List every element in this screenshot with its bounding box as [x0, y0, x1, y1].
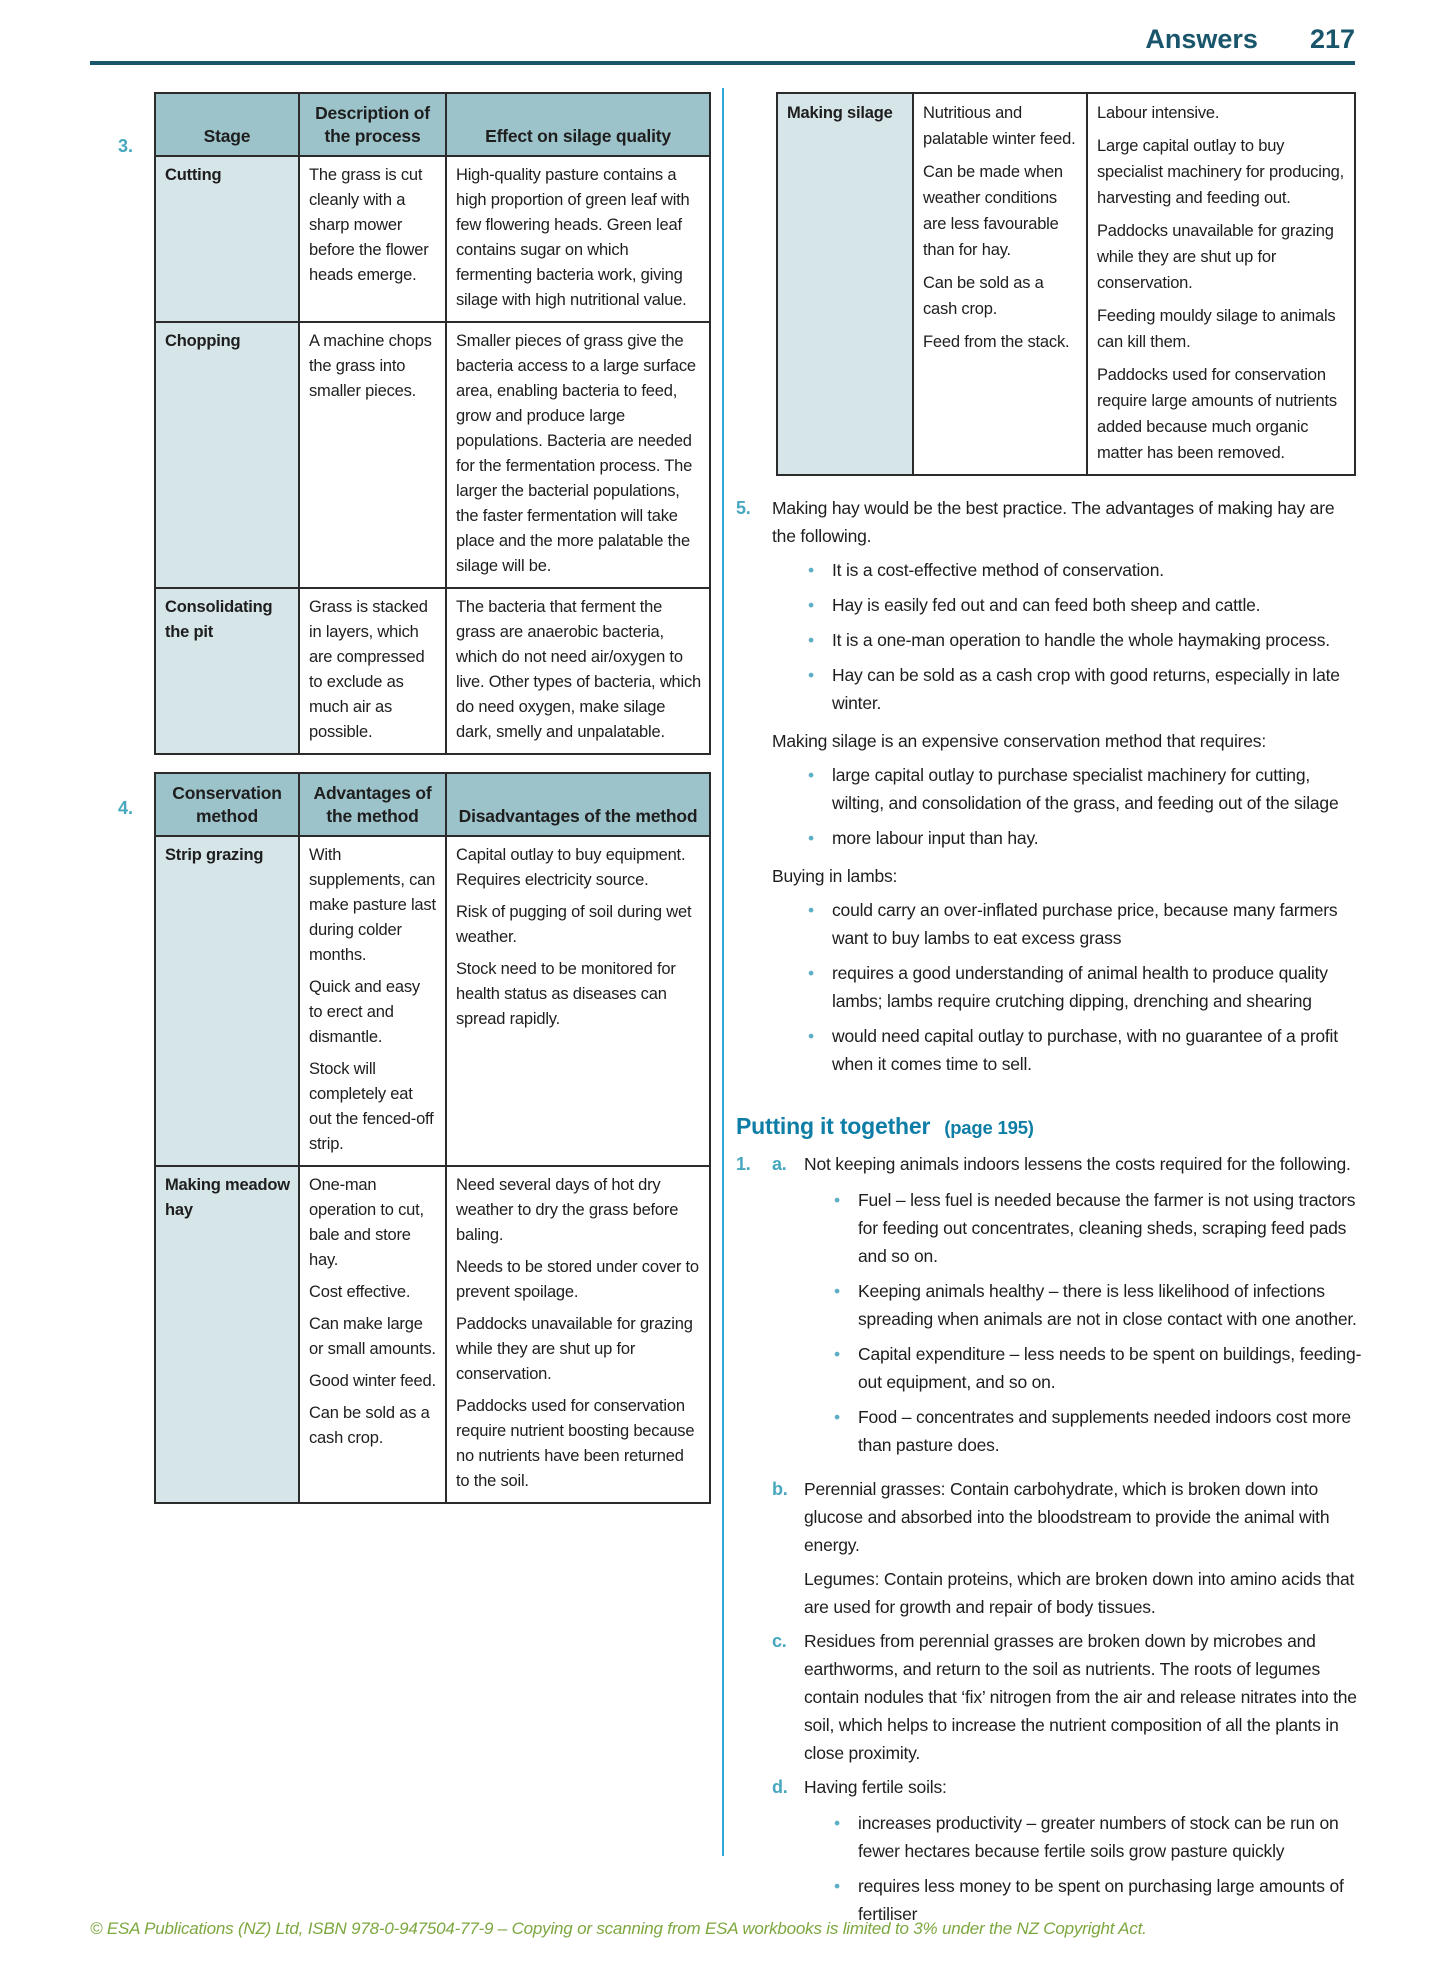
method-cell: Making meadow hay	[155, 1166, 299, 1503]
answer-paragraph: Buying in lambs:	[772, 866, 898, 886]
question-1-number: 1.	[736, 1154, 751, 1174]
stage-cell: Chopping	[155, 322, 299, 588]
effect-cell: Smaller pieces of grass give the bacteria access to a large surface area, enabling bacteria to feed, grow and produce large populations. Bacteria are needed for the fermentation process. The larger the bacterial populations, the faster fermentation will take place and the more palatable the silage will be.	[446, 322, 710, 588]
question-4-number: 4.	[118, 798, 134, 818]
effect-column-header: Effect on silage quality	[446, 93, 710, 156]
method-cell: Making silage	[777, 93, 913, 475]
bullet-item: • Keeping animals healthy – there is less likelihood of infections spreading when animals are not in close contact with one another.	[834, 1277, 1362, 1333]
effect-cell: The bacteria that ferment the grass are anaerobic bacteria, which do not need air/oxygen to live. Other types of bacteria, which do need oxygen, make silage dark, smelly and unpalatable.	[446, 588, 710, 754]
conservation-methods-table	[154, 772, 711, 1504]
advantages-cell: With supplements, can make pasture last during colder months. Quick and easy to erect and dismantle. Stock will completely eat out the fenced-off strip.	[299, 836, 446, 1166]
table-header-row	[155, 773, 710, 836]
section-page-reference: (page 195)	[944, 1117, 1034, 1138]
part-letter: d.	[772, 1777, 788, 1797]
table-row-cutting	[155, 156, 710, 322]
question-5	[736, 494, 1362, 1088]
part-letter: a.	[772, 1154, 787, 1174]
advantages-cell: Nutritious and palatable winter feed. Can be made when weather conditions are less favourable than for hay. Can be sold as a cash crop. Feed from the stack.	[913, 93, 1087, 475]
answer-paragraph: Residues from perennial grasses are broken down by microbes and earthworms, and return to the soil as nutrients. The roots of legumes contain nodules that ‘fix’ nitrogen from the air and release nitrates into the soil, which helps to increase the nutrient composition of all the plants in close proximity.	[804, 1631, 1357, 1763]
bullet-item: • Fuel – less fuel is needed because the farmer is not using tractors for feeding out concentrates, cleaning sheds, scraping feed pads and so on.	[834, 1186, 1362, 1270]
bullet-list	[772, 896, 1362, 1078]
description-cell: The grass is cut cleanly with a sharp mower before the flower heads emerge.	[299, 156, 446, 322]
bullet-item: • requires less money to be spent on purchasing large amounts of fertiliser	[834, 1872, 1362, 1928]
part-letter: b.	[772, 1479, 788, 1499]
header-rule	[90, 61, 1355, 65]
section-title: Putting it together	[736, 1113, 931, 1139]
answer-part-c	[772, 1627, 1362, 1767]
answer-part-d	[772, 1773, 1362, 1938]
question-5-number: 5.	[736, 498, 751, 518]
table-row-meadow-hay	[155, 1166, 710, 1503]
right-column	[736, 92, 1362, 1944]
description-cell: Grass is stacked in layers, which are compressed to exclude as much air as possible.	[299, 588, 446, 754]
disadvantages-cell: Capital outlay to buy equipment. Requires electricity source. Risk of pugging of soil during wet weather. Stock need to be monitored for health status as diseases can spread rapidly.	[446, 836, 710, 1166]
question-3-number: 3.	[118, 136, 134, 156]
section-heading	[736, 1112, 1362, 1142]
answer-part-b	[772, 1475, 1362, 1621]
bullet-item: • requires a good understanding of animal health to produce quality lambs; lambs require crutching dipping, drenching and shearing	[808, 959, 1362, 1015]
bullet-item: • more labour input than hay.	[808, 824, 1362, 852]
bullet-list	[772, 556, 1362, 717]
page-number: 217	[1309, 24, 1355, 54]
table-row-consolidating	[155, 588, 710, 754]
question-1	[736, 1150, 1362, 1944]
description-cell: A machine chops the grass into smaller pieces.	[299, 322, 446, 588]
advantages-cell: One-man operation to cut, bale and store hay. Cost effective. Can make large or small amounts. Good winter feed. Can be sold as a cash crop.	[299, 1166, 446, 1503]
description-column-header: Description of the process	[299, 93, 446, 156]
left-column	[118, 92, 710, 1504]
disadvantages-cell: Labour intensive. Large capital outlay to buy specialist machinery for producing, harvesting and feeding out. Paddocks unavailable for grazing while they are shut up for conservation. Feeding mouldy silage to animals can kill them. Paddocks used for conservation require large amounts of nutrients added because much organic matter has been removed.	[1087, 93, 1355, 475]
effect-cell: High-quality pasture contains a high proportion of green leaf with few flowering heads. Green leaf contains sugar on which fermenting bacteria work, giving silage with high nutritional value.	[446, 156, 710, 322]
method-cell: Strip grazing	[155, 836, 299, 1166]
bullet-item: • increases productivity – greater numbers of stock can be run on fewer hectares because fertile soils grow pasture quickly	[834, 1809, 1362, 1865]
stage-column-header: Stage	[155, 93, 299, 156]
bullet-item: • Hay can be sold as a cash crop with good returns, especially in late winter.	[808, 661, 1362, 717]
bullet-item: • It is a one-man operation to handle the whole haymaking process.	[808, 626, 1362, 654]
answer-paragraph: Not keeping animals indoors lessens the costs required for the following.	[804, 1154, 1351, 1174]
answer-part-a	[772, 1150, 1362, 1469]
answer-paragraph: Making silage is an expensive conservation method that requires:	[772, 731, 1267, 751]
answer-paragraph: Having fertile soils:	[804, 1777, 947, 1797]
table-header-row	[155, 93, 710, 156]
bullet-item: • Hay is easily fed out and can feed both sheep and cattle.	[808, 591, 1362, 619]
table-row-strip-grazing	[155, 836, 710, 1166]
page-footer	[90, 1919, 1370, 1939]
bullet-item: • Food – concentrates and supplements needed indoors cost more than pasture does.	[834, 1403, 1362, 1459]
stage-cell: Cutting	[155, 156, 299, 322]
answer-paragraphs: Perennial grasses: Contain carbohydrate, which is broken down into glucose and absorbed into the bloodstream to provide the animal with energy. Legumes: Contain proteins, which are broken down into amino acids that are used for growth and repair of body tissues.	[804, 1479, 1355, 1617]
question-3	[118, 92, 710, 755]
copyright-text: © ESA Publications (NZ) Ltd, ISBN 978-0-947504-77-9 – Copying or scanning from ESA workbooks is limited to 3% under the NZ Copyright Act.	[90, 1919, 1147, 1938]
silage-stages-table	[154, 92, 711, 755]
bullet-item: • could carry an over-inflated purchase price, because many farmers want to buy lambs to eat excess grass	[808, 896, 1362, 952]
bullet-list	[804, 1809, 1362, 1928]
stage-cell: Consolidating the pit	[155, 588, 299, 754]
bullet-item: • large capital outlay to purchase specialist machinery for cutting, wilting, and consolidation of the grass, and feeding out of the silage	[808, 761, 1362, 817]
bullet-item: • It is a cost-effective method of conservation.	[808, 556, 1362, 584]
disadvantages-column-header: Disadvantages of the method	[446, 773, 710, 836]
table-row-making-silage	[777, 93, 1355, 475]
page-header	[1145, 24, 1355, 55]
bullet-list	[772, 761, 1362, 852]
conservation-methods-table-continued	[776, 92, 1356, 476]
part-letter: c.	[772, 1631, 787, 1651]
column-divider	[722, 88, 724, 1856]
bullet-list	[804, 1186, 1362, 1459]
answer-paragraph: Making hay would be the best practice. The advantages of making hay are the following.	[772, 498, 1335, 546]
page-title: Answers	[1145, 24, 1258, 54]
advantages-column-header: Advantages of the method	[299, 773, 446, 836]
disadvantages-cell: Need several days of hot dry weather to dry the grass before baling. Needs to be stored under cover to prevent spoilage. Paddocks unavailable for grazing while they are shut up for conservation. Paddocks used for conservation require nutrient boosting because no nutrients have been returned to the soil.	[446, 1166, 710, 1503]
question-4	[118, 772, 710, 1504]
table-row-chopping	[155, 322, 710, 588]
bullet-item: • would need capital outlay to purchase, with no guarantee of a profit when it comes time to sell.	[808, 1022, 1362, 1078]
method-column-header: Conservation method	[155, 773, 299, 836]
bullet-item: • Capital expenditure – less needs to be spent on buildings, feeding-out equipment, and so on.	[834, 1340, 1362, 1396]
